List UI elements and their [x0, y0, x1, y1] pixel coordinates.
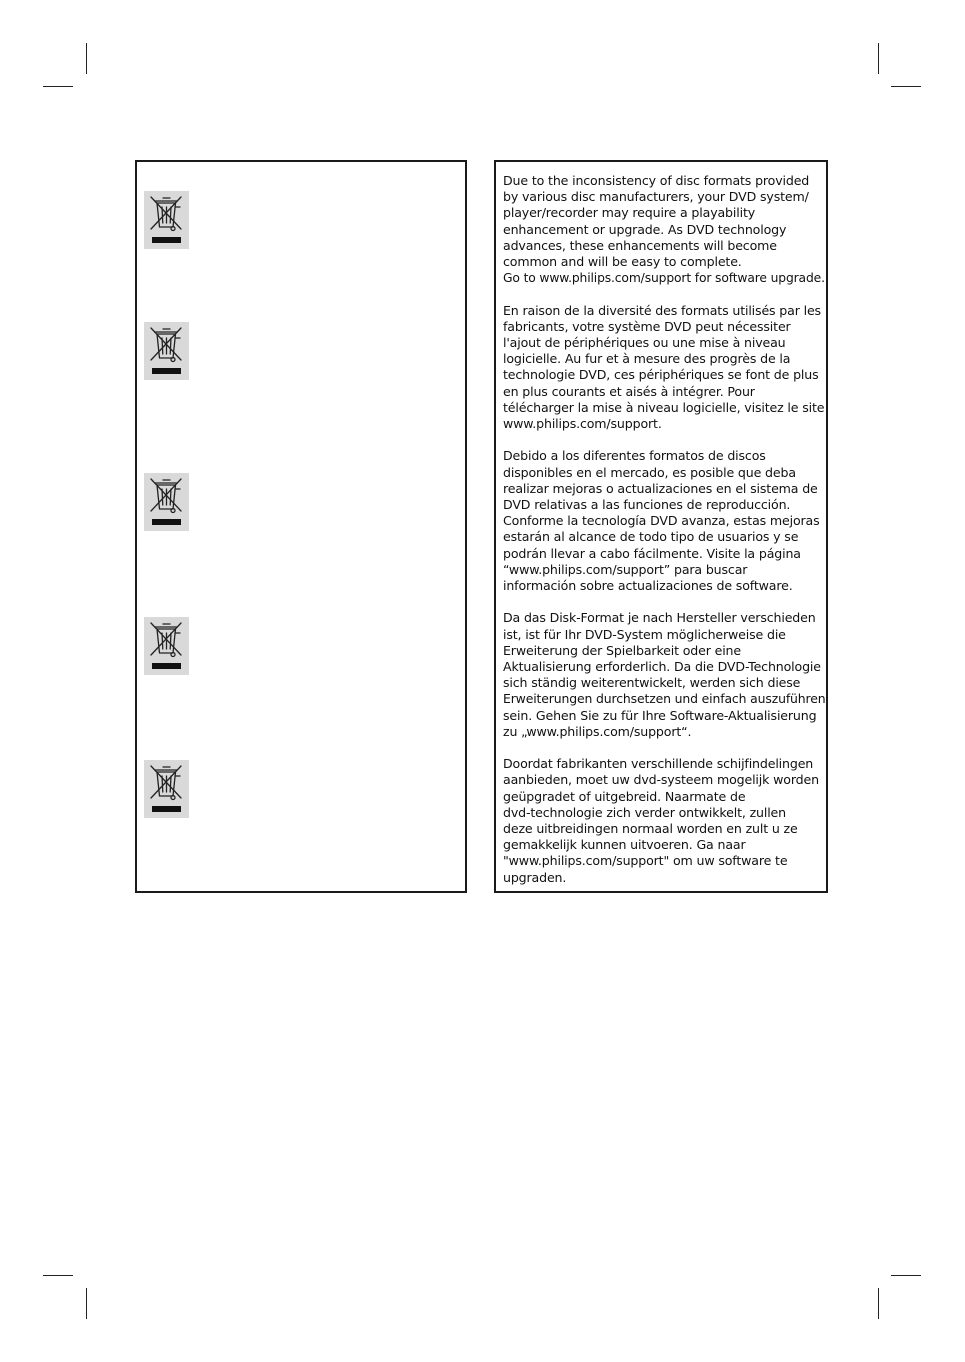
notice-paragraph-nl	[503, 756, 825, 886]
text-line: upgraden.	[503, 869, 567, 885]
text-line: Erweiterung der Spielbarkeit oder eine	[503, 642, 741, 658]
text-line: logicielle. Au fur et à mesure des progrès de la	[503, 351, 791, 367]
text-line: gemakkelijk kunnen uitvoeren. Ga naar	[503, 837, 746, 853]
text-line: player/recorder may require a playability	[503, 205, 756, 221]
notice-text-column	[503, 173, 825, 902]
text-line: estarán al alcance de todo tipo de usuarios y se	[503, 529, 799, 545]
text-line: Due to the inconsistency of disc formats provided	[503, 173, 810, 188]
text-line: “www.philips.com/support” para buscar	[503, 561, 748, 577]
text-line: Conforme la tecnología DVD avanza, estas mejoras	[503, 513, 820, 529]
disposal-symbols-panel	[135, 160, 467, 893]
crossed-out-wheelie-bin-icon	[144, 191, 189, 249]
text-line: l'ajout de périphériques ou une mise à niveau	[503, 335, 786, 351]
crop-mark	[43, 86, 73, 87]
text-line: podrán llevar a cabo fácilmente. Visite la página	[503, 545, 801, 561]
crop-mark	[86, 1288, 87, 1319]
text-line: en plus courants et aisés à intégrer. Pour	[503, 383, 755, 399]
text-line: fabricants, votre système DVD peut nécessiter	[503, 318, 791, 334]
text-line: sich ständig weiterentwickelt, werden sich diese	[503, 675, 801, 691]
text-line: realizar mejoras o actualizaciones en el sistema de	[503, 480, 818, 496]
text-line: enhancement or upgrade. As DVD technology	[503, 221, 787, 237]
text-line: common and will be easy to complete.	[503, 254, 742, 270]
software-upgrade-notice-panel	[494, 160, 828, 893]
text-line: deze uitbreidingen normaal worden en zult u ze	[503, 821, 798, 837]
text-line: Doordat fabrikanten verschillende schijfindelingen	[503, 756, 814, 772]
crop-mark	[891, 86, 921, 87]
text-line: technologie DVD, ces périphériques se font de plus	[503, 367, 819, 383]
crop-mark	[878, 43, 879, 74]
text-line: disponibles en el mercado, es posible que deba	[503, 464, 796, 480]
text-line: www.philips.com/support.	[503, 416, 662, 432]
notice-paragraph-es	[503, 448, 825, 594]
crop-mark	[878, 1288, 879, 1319]
text-line: sein. Gehen Sie zu für Ihre Software-Aktualisierung	[503, 707, 817, 723]
text-line: Da das Disk-Format je nach Hersteller verschieden	[503, 610, 816, 626]
text-line: dvd-technologie zich verder ontwikkelt, zullen	[503, 804, 786, 820]
text-line: Aktualisierung erforderlich. Da die DVD-Technologie	[503, 659, 821, 675]
text-line: Go to www.philips.com/support for software upgrade.	[503, 270, 825, 286]
text-line: DVD relativas a las funciones de reproducción.	[503, 497, 791, 513]
text-line: aanbieden, moet uw dvd-systeem mogelijk worden	[503, 772, 819, 788]
crossed-out-wheelie-bin-icon	[144, 322, 189, 380]
text-line: Erweiterungen durchsetzen und einfach auszuführen	[503, 691, 826, 707]
crop-mark	[891, 1275, 921, 1276]
notice-paragraph-fr	[503, 303, 825, 433]
text-line: ist, ist für Ihr DVD-System möglicherweise die	[503, 626, 786, 642]
text-line: "www.philips.com/support" om uw software te	[503, 853, 788, 869]
text-line: télécharger la mise à niveau logicielle, visitez le site	[503, 399, 825, 415]
text-line: En raison de la diversité des formats utilisés par les	[503, 302, 821, 318]
crop-mark	[86, 43, 87, 74]
notice-paragraph-de	[503, 610, 825, 740]
crossed-out-wheelie-bin-icon	[144, 473, 189, 531]
crossed-out-wheelie-bin-icon	[144, 617, 189, 675]
crossed-out-wheelie-bin-icon	[144, 760, 189, 818]
notice-paragraph-en	[503, 173, 825, 286]
text-line: información sobre actualizaciones de software.	[503, 578, 793, 594]
text-line: Debido a los diferentes formatos de discos	[503, 448, 766, 464]
text-line: zu „www.philips.com/support“.	[503, 723, 692, 739]
text-line: by various disc manufacturers, your DVD system/	[503, 189, 809, 205]
crop-mark	[43, 1275, 73, 1276]
text-line: geüpgradet of uitgebreid. Naarmate de	[503, 788, 746, 804]
text-line: advances, these enhancements will become	[503, 237, 777, 253]
